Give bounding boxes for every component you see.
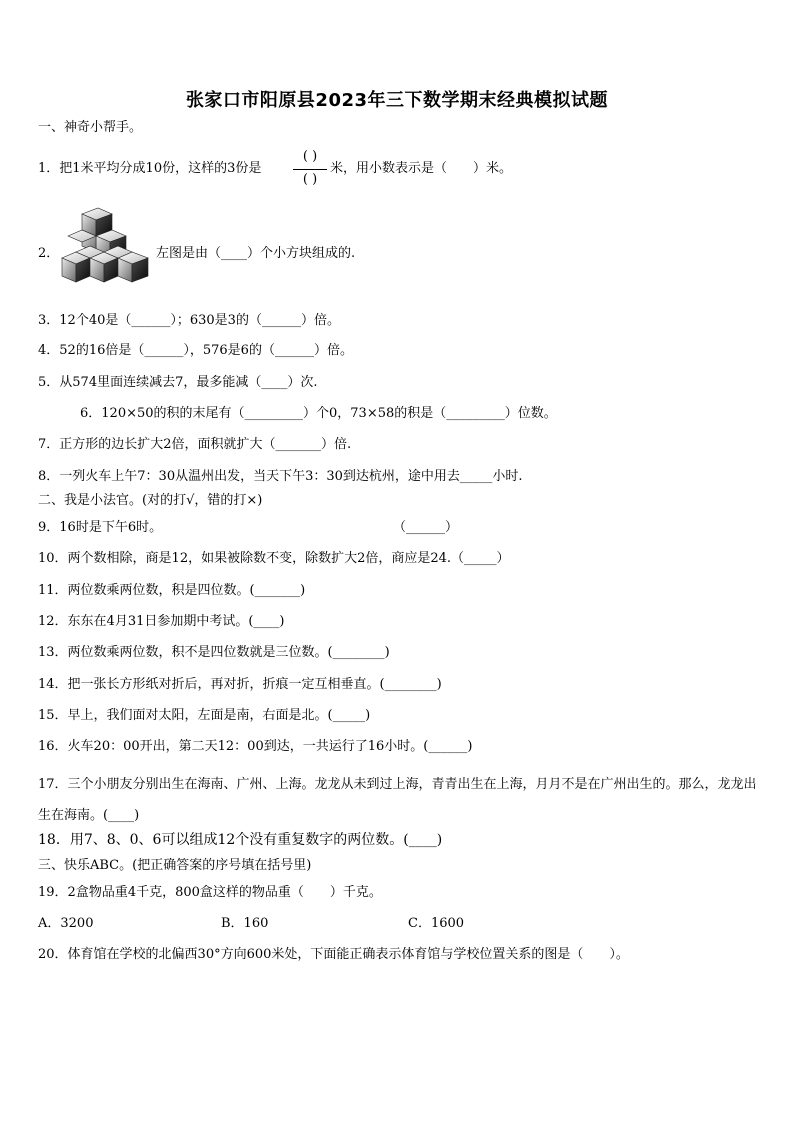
question-12: 12．东东在4月31日参加期中考试。(____) <box>38 614 285 629</box>
question-17: 17．三个小朋友分别出生在海南、广州、上海。龙龙从未到过上海，青青出生在上海，月月不是在广州出生的。那么，龙龙出生在海南。(____) <box>38 777 757 823</box>
fraction-bar <box>293 169 327 170</box>
question-9-blank: （______） <box>393 520 459 535</box>
page-title: 张家口市阳原县2023年三下数学期末经典模拟试题 <box>185 90 609 111</box>
question-14: 14．把一张长方形纸对折后，再对折，折痕一定互相垂直。(________) <box>38 677 442 692</box>
question-19-option-c: C．1600 <box>408 916 465 931</box>
question-1-suffix: 米，用小数表示是（ ）米。 <box>330 161 513 176</box>
question-15: 15．早上，我们面对太阳，左面是南，右面是北。(_____) <box>38 708 371 723</box>
question-9: 9．16时是下午6时。 <box>38 520 163 535</box>
stacked-cubes-icon <box>60 206 152 298</box>
fraction-denominator: ( ) <box>302 172 318 187</box>
question-19-option-b: B．160 <box>221 916 269 931</box>
question-19: 19．2盒物品重4千克，800盒这样的物品重（ ）千克。 <box>38 885 382 900</box>
question-5: 5．从574里面连续减去7，最多能减（____）次. <box>38 375 318 390</box>
question-1 <box>38 160 261 178</box>
section-heading-2: 二、我是小法官。(对的打√，错的打×) <box>38 493 263 508</box>
section-heading-1: 一、神奇小帮手。 <box>38 120 143 135</box>
fraction-numerator: ( ) <box>302 149 318 164</box>
question-18: 18．用7、8、0、6可以组成12个没有重复数字的两位数。(____) <box>38 832 443 848</box>
question-8: 8．一列火车上午7：30从温州出发，当天下午3：30到达杭州，途中用去_____小时. <box>38 469 523 484</box>
question-3: 3．12个40是（______）；630是3的（______）倍。 <box>38 313 340 328</box>
question-16: 16．火车20：00开出，第二天12：00到达，一共运行了16小时。(______) <box>38 739 473 754</box>
question-6: 6．120×50的积的末尾有（_________）个0，73×58的积是（_________）位数。 <box>80 406 557 421</box>
question-19-option-a: A．3200 <box>38 916 94 931</box>
question-4: 4．52的16倍是（______），576是6的（______）倍。 <box>38 343 353 358</box>
question-13: 13．两位数乘两位数，积不是四位数就是三位数。(________) <box>38 645 390 660</box>
question-2-text: 左图是由（____）个小方块组成的. <box>156 246 356 261</box>
question-2-number: 2． <box>38 246 60 261</box>
question-20: 20．体育馆在学校的北偏西30°方向600米处，下面能正确表示体育馆与学校位置关系的图是（ ）。 <box>38 947 629 962</box>
question-11: 11．两位数乘两位数，积是四位数。(_______) <box>38 583 306 598</box>
fraction-blank <box>293 148 327 190</box>
question-1-prefix: 1．把1米平均分成10份，这样的3份是 <box>38 161 262 176</box>
question-7: 7．正方形的边长扩大2倍，面积就扩大（_______）倍. <box>38 437 352 452</box>
section-heading-3: 三、快乐ABC。(把正确答案的序号填在括号里) <box>38 858 312 873</box>
question-10: 10．两个数相除，商是12，如果被除数不变，除数扩大2倍，商应是24.（_____） <box>38 551 510 566</box>
